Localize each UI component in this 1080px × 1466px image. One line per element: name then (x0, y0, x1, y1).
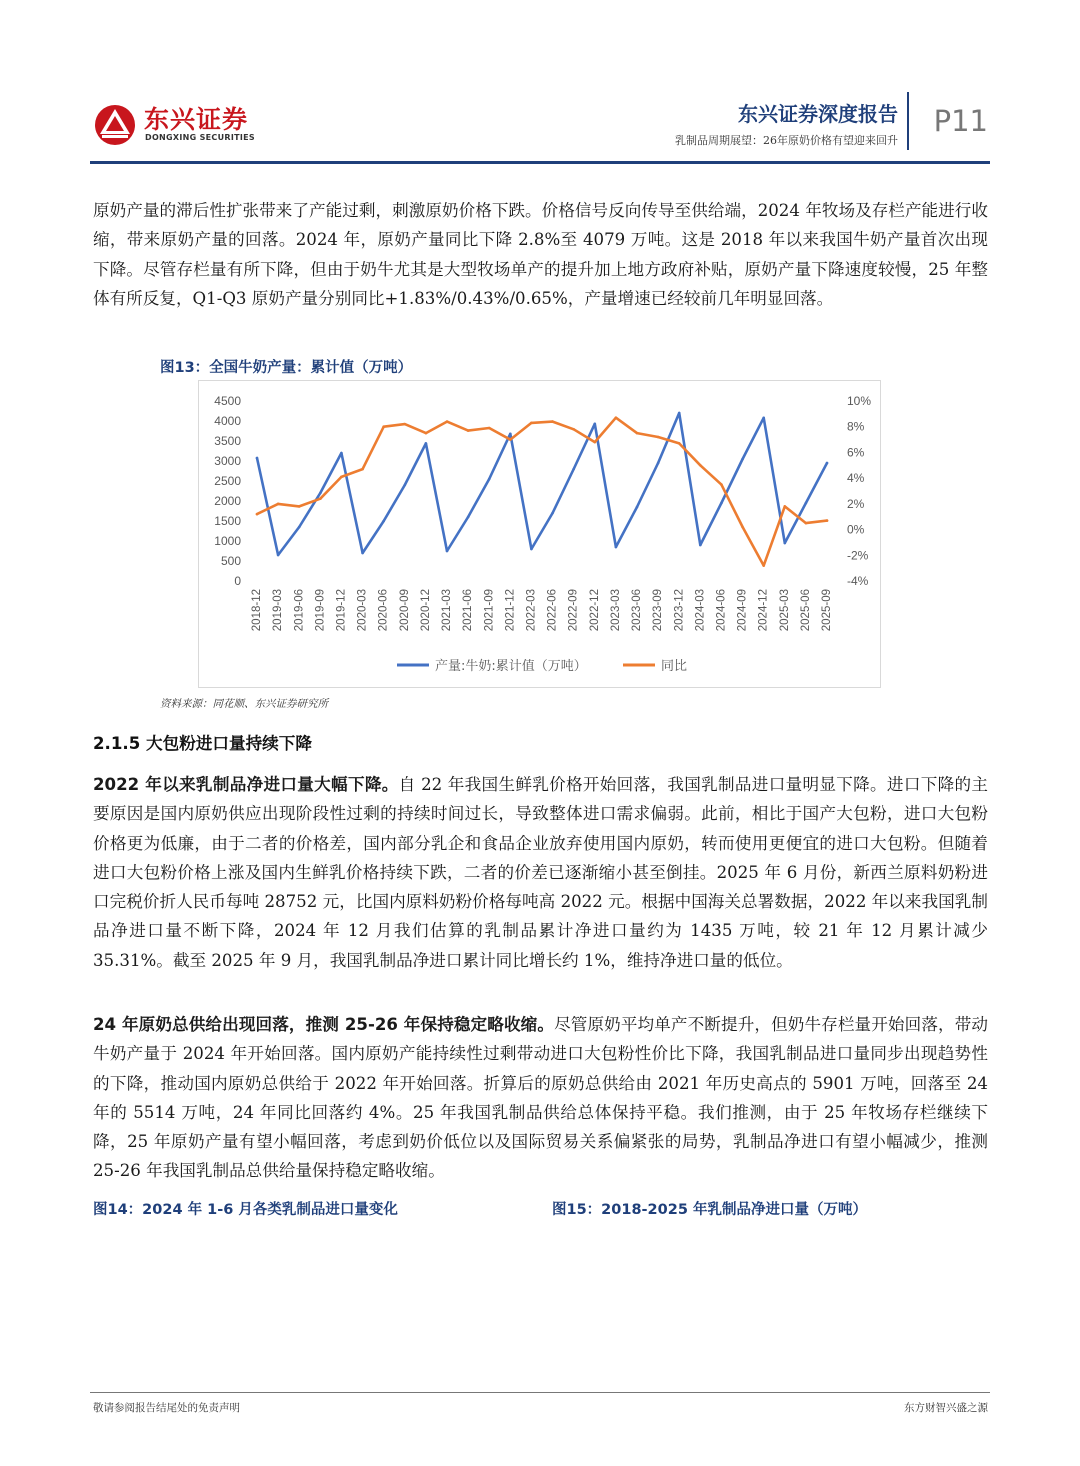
data-point-production (446, 550, 449, 553)
data-point-yoy (488, 427, 491, 430)
data-point-production (298, 526, 301, 529)
y-right-tick-label: -4% (847, 574, 869, 588)
data-point-production (361, 552, 364, 555)
y-left-tick-label: 4000 (214, 414, 241, 428)
data-point-production (593, 423, 596, 426)
data-point-yoy (298, 505, 301, 508)
data-point-production (805, 502, 808, 505)
data-point-production (636, 506, 639, 509)
footer-rule (90, 1392, 990, 1393)
x-tick-label: 2021-12 (504, 589, 517, 632)
data-point-yoy (467, 429, 470, 432)
data-point-yoy (657, 436, 660, 439)
footer-slogan: 东方财智兴盛之源 (904, 1402, 988, 1414)
x-tick-label: 2022-09 (567, 589, 580, 632)
data-point-yoy (277, 503, 280, 506)
x-tick-label: 2024-03 (694, 589, 707, 632)
x-tick-label: 2025-03 (778, 589, 791, 632)
data-point-yoy (530, 422, 533, 425)
y-left-tick-label: 3000 (214, 454, 241, 468)
x-tick-label: 2022-03 (525, 589, 538, 632)
report-header (90, 92, 990, 164)
x-tick-label: 2023-09 (652, 589, 665, 632)
data-point-yoy (551, 420, 554, 423)
data-point-yoy (720, 483, 723, 486)
y-left-tick-label: 3500 (214, 434, 241, 448)
x-tick-label: 2022-12 (588, 589, 601, 632)
data-point-production (530, 548, 533, 551)
header-rule (90, 161, 990, 164)
footer-disclaimer: 敬请参阅报告结尾处的免责声明 (93, 1402, 240, 1414)
x-tick-label: 2020-12 (419, 589, 432, 632)
x-tick-label: 2021-06 (462, 589, 475, 632)
data-point-yoy (319, 497, 322, 500)
x-tick-label: 2024-12 (757, 589, 770, 632)
data-point-production (657, 462, 660, 465)
data-point-production (425, 442, 428, 445)
paragraph-milk-production: 原奶产量的滞后性扩张带来了产能过剩，刺激原奶价格下跌。价格信号反向传导至供给端，2024 年牧场及存栏产能进行收缩，带来原奶产量的回落。2024 年，原奶产量同比下降 2.8%至 4079 万吨。这是 2018 年以来我国牛奶产量首次出现下降。尽管存栏量有所下降，但由于奶牛尤其是大型牧场单产的提升加上地方政府补贴，原奶产量下降速度较慢，25 年整体有所反复，Q1-Q3 原奶产量分别同比+1.83%/0.43%/0.65%，产量增速已经较前几年明显回落。 (93, 201, 988, 308)
series-line-production (257, 413, 827, 555)
data-point-yoy (678, 442, 681, 445)
y-right-tick-label: 6% (847, 445, 865, 460)
data-point-yoy (340, 476, 343, 479)
data-point-production (319, 492, 322, 495)
y-left-tick-label: 0 (234, 574, 241, 588)
figure-13-title: 图13：全国牛奶产量：累计值（万吨） (160, 360, 413, 376)
y-left-tick-label: 500 (220, 554, 241, 568)
paragraph-2-lead: 2022 年以来乳制品净进口量大幅下降。 (93, 775, 399, 794)
section-heading: 2.1.5 大包粉进口量持续下降 (93, 734, 312, 753)
data-point-production (783, 542, 786, 545)
data-point-production (256, 457, 259, 460)
x-tick-label: 2023-03 (609, 589, 622, 632)
data-point-yoy (572, 428, 575, 431)
y-right-tick-label: 10% (847, 394, 872, 408)
page-number: P11 (933, 104, 988, 138)
paragraph-2-body: 自 22 年我国生鲜乳价格开始回落，我国乳制品进口量明显下降。进口下降的主要原因是国内原奶供应出现阶段性过剩的持续时间过长，导致整体进口需求偏弱。此前，相比于国产大包粉，进口大包粉价格更为低廉，由于二者的价格差，国内部分乳企和食品企业放弃使用国内原奶，转而使用更便宜的进口大包粉。但随着进口大包粉价格上涨及国内生鲜乳价格持续下跌，二者的价差已逐渐缩小甚至倒挂。2025 年 6 月份，新西兰原料奶粉进口完税价折人民币每吨 28752 元，比国内原料奶粉价格每吨高 2022 元。根据中国海关总署数据，2022 年以来我国乳制品净进口量不断下降，2024 年 12 月我们估算的乳制品累计净进口量约为 1435 万吨，较 21 年 12 月累计减少 35.31%。截至 2025 年 9 月，我国乳制品净进口累计同比增长约 1%，维持净进口量的低位。 (93, 775, 988, 970)
milk-production-chart (198, 380, 881, 688)
x-tick-label: 2020-03 (356, 589, 369, 632)
x-tick-label: 2024-06 (715, 589, 728, 632)
x-tick-label: 2023-06 (631, 589, 644, 632)
logo-english-name: DONGXING SECURITIES (145, 133, 255, 142)
data-point-production (382, 520, 385, 523)
data-point-yoy (615, 416, 618, 419)
x-tick-label: 2019-06 (293, 589, 306, 632)
data-point-production (699, 544, 702, 547)
paragraph-3-body: 尽管原奶平均单产不断提升，但奶牛存栏量开始回落，带动牛奶产量于 2024 年开始回落。国内原奶产能持续性过剩带动进口大包粉性价比下降，我国乳制品进口量同步出现趋势性的下降，推动国内原奶总供给于 2022 年开始回落。折算后的原奶总供给由 2021 年历史高点的 5901 万吨，回落至 24 年的 5514 万吨，24 年同比回落约 4%。25 年我国乳制品供给总体保持平稳。我们推测，由于 25 年牧场存栏继续下降，25 年原奶产量有望小幅回落，考虑到奶价低位以及国际贸易关系偏紧张的局势，乳制品净进口有望小幅减少，推测 25-26 年我国乳制品总供给量保持稳定略收缩。 (93, 1015, 988, 1181)
x-tick-label: 2021-03 (441, 589, 454, 632)
y-right-tick-label: 0% (847, 522, 865, 537)
legend-label-production: 产量:牛奶:累计值（万吨） (435, 659, 587, 674)
y-left-tick-label: 1500 (214, 514, 241, 528)
dongxing-logo-icon (94, 104, 136, 146)
y-left-tick-label: 2500 (214, 474, 241, 488)
data-point-production (340, 452, 343, 455)
data-point-production (403, 484, 406, 487)
x-tick-label: 2020-09 (398, 589, 411, 632)
x-tick-label: 2021-09 (483, 589, 496, 632)
data-point-production (467, 516, 470, 519)
data-point-yoy (382, 425, 385, 428)
report-subtitle: 乳制品周期展望：26年原奶价格有望迎来回升 (675, 134, 898, 147)
data-point-yoy (636, 432, 639, 435)
data-point-yoy (403, 423, 406, 426)
x-tick-label: 2019-12 (335, 589, 348, 632)
x-tick-label: 2022-06 (546, 589, 559, 632)
x-tick-label: 2019-03 (272, 589, 285, 632)
x-tick-label: 2023-12 (673, 589, 686, 632)
paragraph-total-supply (93, 1010, 988, 1186)
x-tick-label: 2025-09 (821, 589, 834, 632)
data-point-yoy (361, 468, 364, 471)
x-tick-label: 2025-06 (799, 589, 812, 632)
data-point-production (551, 512, 554, 515)
figure-15-title: 图15：2018-2025 年乳制品净进口量（万吨） (552, 1202, 867, 1218)
data-point-yoy (256, 513, 259, 516)
y-right-tick-label: -2% (847, 548, 869, 563)
x-tick-label: 2020-06 (377, 589, 390, 632)
data-point-yoy (699, 464, 702, 467)
data-point-yoy (509, 438, 512, 441)
data-point-production (488, 478, 491, 481)
y-left-tick-label: 4500 (214, 394, 241, 408)
data-point-yoy (762, 564, 765, 567)
data-point-yoy (593, 441, 596, 444)
chart-canvas (199, 381, 882, 689)
logo-chinese-name: 东兴证券 (144, 105, 249, 134)
data-point-production (509, 433, 512, 436)
paragraph-3-lead: 24 年原奶总供给出现回落，推测 25-26 年保持稳定略收缩。 (93, 1015, 555, 1034)
data-point-production (762, 417, 765, 420)
y-left-tick-label: 1000 (214, 534, 241, 548)
y-right-tick-label: 2% (847, 496, 865, 511)
y-right-tick-label: 4% (847, 471, 865, 486)
legend-label-yoy: 同比 (661, 659, 688, 674)
series-line-yoy (257, 418, 827, 566)
y-right-tick-label: 8% (847, 419, 865, 434)
data-point-yoy (446, 420, 449, 423)
report-type-title: 东兴证券深度报告 (738, 102, 898, 126)
x-tick-label: 2019-09 (314, 589, 327, 632)
data-point-production (720, 502, 723, 505)
company-logo (90, 96, 290, 146)
figure-13-source: 资料来源：同花顺、东兴证券研究所 (160, 698, 328, 710)
y-left-tick-label: 2000 (214, 494, 241, 508)
figure-14-title: 图14：2024 年 1-6 月各类乳制品进口量变化 (93, 1202, 398, 1218)
data-point-yoy (425, 432, 428, 435)
paragraph-import-decline (93, 770, 988, 975)
x-tick-label: 2018-12 (251, 589, 264, 632)
data-point-production (277, 554, 280, 557)
data-point-yoy (826, 519, 829, 522)
header-divider (907, 92, 909, 150)
data-point-yoy (783, 505, 786, 508)
data-point-yoy (741, 526, 744, 529)
data-point-production (678, 412, 681, 415)
data-point-production (615, 546, 618, 549)
data-point-yoy (805, 522, 808, 525)
data-point-production (572, 468, 575, 471)
data-point-production (741, 458, 744, 461)
data-point-production (826, 462, 829, 465)
x-tick-label: 2024-09 (736, 589, 749, 632)
